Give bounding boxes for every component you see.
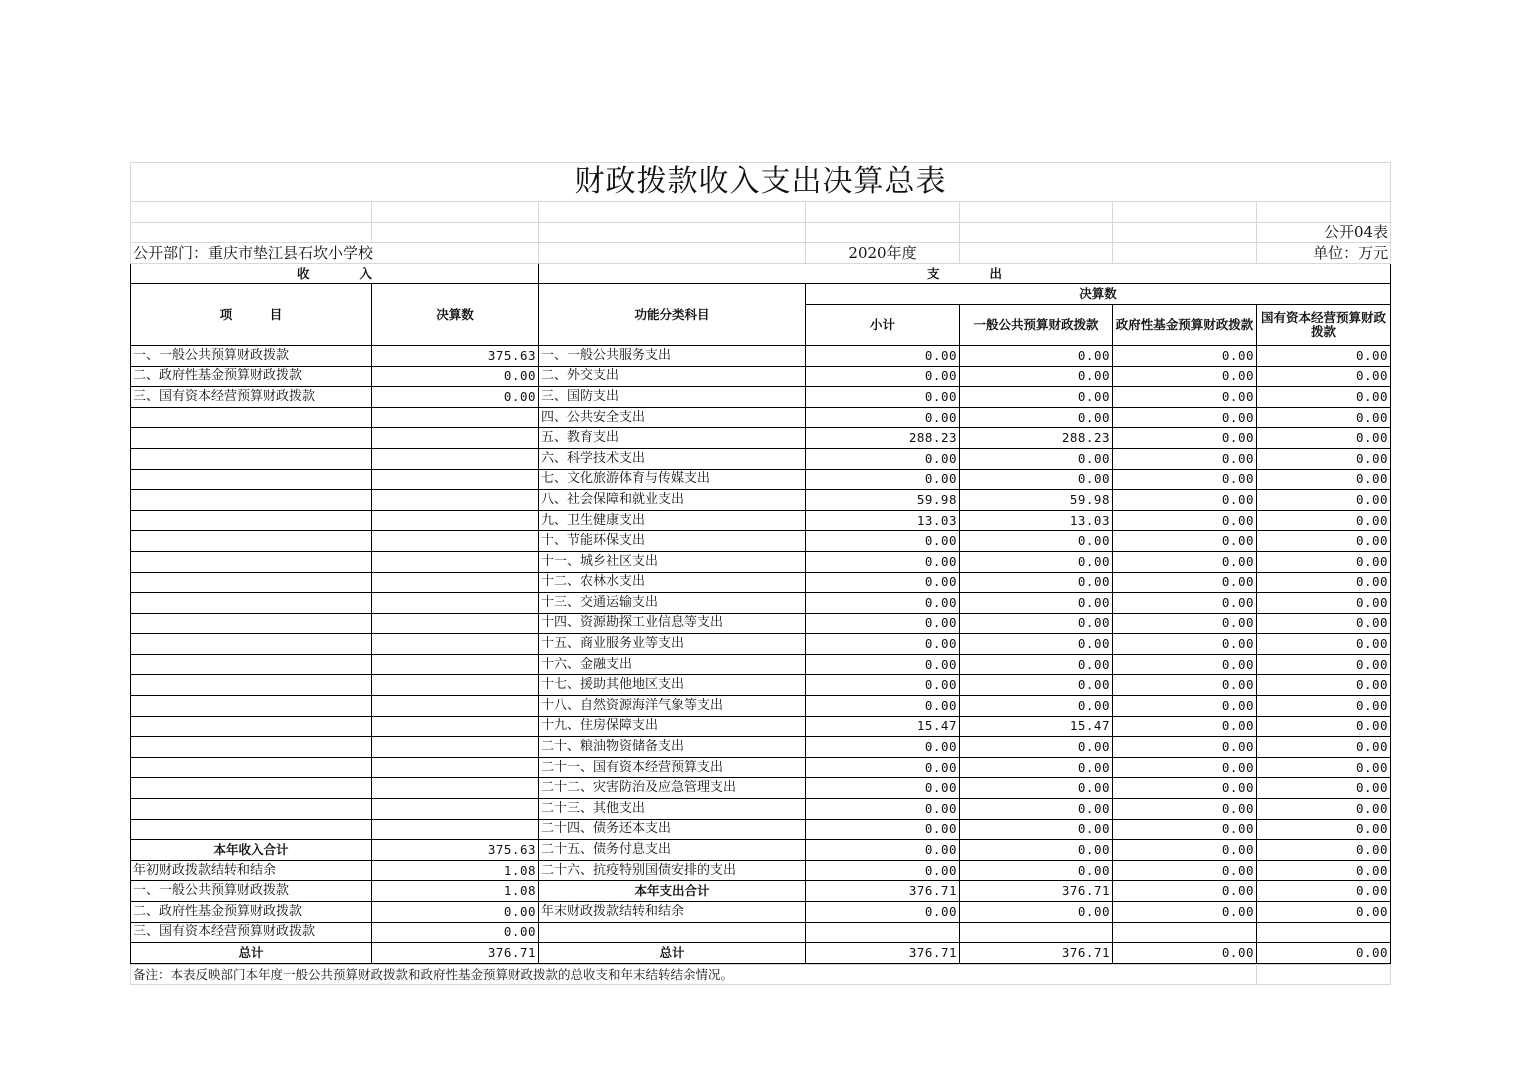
- general-budget-cell: 0.00: [960, 387, 1113, 408]
- expense-category-cell: 三、国防支出: [539, 387, 806, 408]
- table-row: [131, 757, 1391, 778]
- table-row: [131, 860, 1391, 881]
- subtotal-cell: 0.00: [806, 387, 960, 408]
- expense-category-cell: 一、一般公共服务支出: [539, 345, 806, 366]
- gov-fund-cell: 0.00: [1113, 757, 1257, 778]
- state-capital-cell: 0.00: [1257, 860, 1391, 881]
- income-item-cell: 一、一般公共预算财政拨款: [131, 345, 372, 366]
- subtotal-cell: 0.00: [806, 448, 960, 469]
- subtotal-cell: 0.00: [806, 531, 960, 552]
- general-budget-cell: 0.00: [960, 696, 1113, 717]
- gov-fund-cell: 0.00: [1113, 469, 1257, 490]
- income-amount-cell: 0.00: [372, 922, 539, 943]
- table-row: [131, 366, 1391, 387]
- general-budget-cell: 0.00: [960, 345, 1113, 366]
- table-row: [131, 716, 1391, 737]
- state-capital-cell: 0.00: [1257, 366, 1391, 387]
- general-budget-cell: 0.00: [960, 654, 1113, 675]
- income-amount-cell: [372, 654, 539, 675]
- subtotal-cell: 0.00: [806, 407, 960, 428]
- expense-category-cell: 十二、农林水支出: [539, 572, 806, 593]
- gov-fund-cell: 0.00: [1113, 634, 1257, 655]
- income-amount-cell: 375.63: [372, 345, 539, 366]
- income-amount-cell: 0.00: [372, 366, 539, 387]
- general-budget-cell: 0.00: [960, 366, 1113, 387]
- income-item-cell: [131, 572, 372, 593]
- expense-category-cell: 十、节能环保支出: [539, 531, 806, 552]
- state-capital-cell: 0.00: [1257, 551, 1391, 572]
- table-row: [131, 448, 1391, 469]
- gov-fund-cell: 0.00: [1113, 840, 1257, 861]
- state-capital-cell: 0.00: [1257, 469, 1391, 490]
- general-budget-cell: 0.00: [960, 593, 1113, 614]
- state-capital-cell: 0.00: [1257, 387, 1391, 408]
- gov-fund-cell: 0.00: [1113, 778, 1257, 799]
- income-item-cell: 一、一般公共预算财政拨款: [131, 881, 372, 902]
- gov-fund-cell: 0.00: [1113, 490, 1257, 511]
- state-capital-cell: 0.00: [1257, 902, 1391, 923]
- gov-fund-cell: 0.00: [1113, 654, 1257, 675]
- general-budget-cell: 0.00: [960, 407, 1113, 428]
- income-amount-cell: [372, 551, 539, 572]
- general-budget-cell: 376.71: [960, 943, 1113, 964]
- gov-fund-cell: 0.00: [1113, 799, 1257, 820]
- table-row: [131, 881, 1391, 902]
- income-amount-cell: [372, 778, 539, 799]
- income-item-cell: 年初财政拨款结转和结余: [131, 860, 372, 881]
- table-row: [131, 634, 1391, 655]
- gov-fund-cell: 0.00: [1113, 593, 1257, 614]
- subtotal-cell: 0.00: [806, 613, 960, 634]
- final-amount-header: 决算数: [806, 284, 1391, 305]
- income-amount-cell: 375.63: [372, 840, 539, 861]
- table-row: [131, 819, 1391, 840]
- expense-category-cell: 七、文化旅游体育与传媒支出: [539, 469, 806, 490]
- gov-fund-cell: 0.00: [1113, 551, 1257, 572]
- income-item-cell: [131, 654, 372, 675]
- gov-fund-cell: 0.00: [1113, 572, 1257, 593]
- expense-category-cell: 年末财政拨款结转和结余: [539, 902, 806, 923]
- gov-fund-cell: 0.00: [1113, 428, 1257, 449]
- general-budget-cell: 0.00: [960, 469, 1113, 490]
- spreadsheet: [130, 162, 1390, 985]
- subtotal-cell: 0.00: [806, 469, 960, 490]
- income-amount-cell: 1.08: [372, 860, 539, 881]
- general-budget-cell: 59.98: [960, 490, 1113, 511]
- table-row: [131, 469, 1391, 490]
- general-budget-column-header: 一般公共预算财政拨款: [960, 304, 1113, 345]
- table-row: [131, 531, 1391, 552]
- table-row: [131, 490, 1391, 511]
- expense-category-cell: 二十、粮油物资储备支出: [539, 737, 806, 758]
- general-budget-cell: 0.00: [960, 778, 1113, 799]
- general-budget-cell: 0.00: [960, 675, 1113, 696]
- gov-fund-cell: 0.00: [1113, 902, 1257, 923]
- state-capital-cell: 0.00: [1257, 531, 1391, 552]
- expense-category-cell: 十七、援助其他地区支出: [539, 675, 806, 696]
- expense-category-cell: 二十四、债务还本支出: [539, 819, 806, 840]
- subtotal-cell: 0.00: [806, 634, 960, 655]
- gov-fund-cell: 0.00: [1113, 531, 1257, 552]
- state-capital-cell: 0.00: [1257, 345, 1391, 366]
- income-item-cell: [131, 737, 372, 758]
- table-row: [131, 551, 1391, 572]
- table-row: [131, 922, 1391, 943]
- table-row: [131, 510, 1391, 531]
- income-item-cell: [131, 407, 372, 428]
- income-item-cell: [131, 510, 372, 531]
- subtotal-cell: 0.00: [806, 819, 960, 840]
- state-capital-cell: 0.00: [1257, 510, 1391, 531]
- income-amount-cell: [372, 757, 539, 778]
- expense-category-cell: 二十一、国有资本经营预算支出: [539, 757, 806, 778]
- table-row: [131, 428, 1391, 449]
- gov-fund-cell: [1113, 922, 1257, 943]
- state-capital-cell: 0.00: [1257, 572, 1391, 593]
- expense-category-cell: 十九、住房保障支出: [539, 716, 806, 737]
- expense-category-cell: 十八、自然资源海洋气象等支出: [539, 696, 806, 717]
- state-capital-cell: 0.00: [1257, 634, 1391, 655]
- table-row: [131, 593, 1391, 614]
- income-item-cell: [131, 757, 372, 778]
- income-amount-cell: [372, 593, 539, 614]
- income-item-cell: [131, 613, 372, 634]
- expense-header: 支 出: [539, 263, 1391, 284]
- income-item-cell: [131, 448, 372, 469]
- income-amount-cell: 376.71: [372, 943, 539, 964]
- general-budget-cell: 376.71: [960, 881, 1113, 902]
- expense-category-cell: 十三、交通运输支出: [539, 593, 806, 614]
- subtotal-cell: [806, 922, 960, 943]
- general-budget-cell: 0.00: [960, 613, 1113, 634]
- state-capital-cell: 0.00: [1257, 490, 1391, 511]
- income-item-cell: [131, 675, 372, 696]
- form-code: 公开04表: [1257, 222, 1391, 243]
- income-amount-cell: [372, 799, 539, 820]
- income-item-cell: [131, 819, 372, 840]
- income-amount-cell: [372, 675, 539, 696]
- income-amount-cell: [372, 428, 539, 449]
- expense-category-cell: 二十二、灾害防治及应急管理支出: [539, 778, 806, 799]
- expense-category-cell: 二十三、其他支出: [539, 799, 806, 820]
- income-item-cell: [131, 778, 372, 799]
- income-amount-cell: 1.08: [372, 881, 539, 902]
- subtotal-cell: 0.00: [806, 654, 960, 675]
- income-amount-cell: [372, 819, 539, 840]
- general-budget-cell: 0.00: [960, 634, 1113, 655]
- state-capital-cell: 0.00: [1257, 716, 1391, 737]
- item-column-header: 项 目: [131, 284, 372, 346]
- income-item-cell: [131, 531, 372, 552]
- state-capital-cell: 0.00: [1257, 943, 1391, 964]
- income-amount-cell: [372, 531, 539, 552]
- subtotal-column-header: 小计: [806, 304, 960, 345]
- income-amount-cell: [372, 737, 539, 758]
- income-item-cell: [131, 593, 372, 614]
- subtotal-cell: 0.00: [806, 902, 960, 923]
- subtotal-cell: 0.00: [806, 696, 960, 717]
- gov-fund-cell: 0.00: [1113, 860, 1257, 881]
- subtotal-cell: 0.00: [806, 345, 960, 366]
- state-capital-cell: 0.00: [1257, 778, 1391, 799]
- state-capital-cell: 0.00: [1257, 428, 1391, 449]
- income-item-cell: [131, 716, 372, 737]
- gov-fund-cell: 0.00: [1113, 387, 1257, 408]
- subtotal-cell: 376.71: [806, 881, 960, 902]
- income-amount-cell: [372, 490, 539, 511]
- subtotal-cell: 0.00: [806, 366, 960, 387]
- general-budget-cell: 0.00: [960, 902, 1113, 923]
- income-item-cell: [131, 469, 372, 490]
- general-budget-cell: 0.00: [960, 799, 1113, 820]
- expense-category-cell: 总计: [539, 943, 806, 964]
- subtotal-cell: 376.71: [806, 943, 960, 964]
- table-row: [131, 943, 1391, 964]
- table-row: [131, 778, 1391, 799]
- income-amount-cell: [372, 696, 539, 717]
- income-item-cell: 二、政府性基金预算财政拨款: [131, 902, 372, 923]
- subtotal-cell: 59.98: [806, 490, 960, 511]
- table-row: [131, 737, 1391, 758]
- income-item-cell: [131, 490, 372, 511]
- state-capital-cell: 0.00: [1257, 737, 1391, 758]
- subtotal-cell: 0.00: [806, 593, 960, 614]
- subtotal-cell: 0.00: [806, 551, 960, 572]
- state-capital-cell: 0.00: [1257, 613, 1391, 634]
- expense-category-cell: 六、科学技术支出: [539, 448, 806, 469]
- table-row: [131, 345, 1391, 366]
- subtotal-cell: 0.00: [806, 675, 960, 696]
- gov-fund-cell: 0.00: [1113, 613, 1257, 634]
- page-title: 财政拨款收入支出决算总表: [131, 163, 1391, 202]
- table-row: [131, 799, 1391, 820]
- income-amount-cell: [372, 572, 539, 593]
- table-row: [131, 613, 1391, 634]
- subtotal-cell: 0.00: [806, 757, 960, 778]
- footnote: 备注：本表反映部门本年度一般公共预算财政拨款和政府性基金预算财政拨款的总收支和年末结转结余情况。: [131, 964, 1257, 985]
- income-amount-cell: 0.00: [372, 387, 539, 408]
- category-column-header: 功能分类科目: [539, 284, 806, 346]
- gov-fund-cell: 0.00: [1113, 675, 1257, 696]
- income-item-cell: [131, 551, 372, 572]
- table-row: [131, 572, 1391, 593]
- gov-fund-cell: 0.00: [1113, 943, 1257, 964]
- expense-category-cell: 本年支出合计: [539, 881, 806, 902]
- income-amount-cell: [372, 469, 539, 490]
- gov-fund-cell: 0.00: [1113, 716, 1257, 737]
- state-capital-cell: 0.00: [1257, 593, 1391, 614]
- state-capital-cell: 0.00: [1257, 407, 1391, 428]
- fiscal-year: 2020年度: [806, 243, 960, 264]
- gov-fund-column-header: 政府性基金预算财政拨款: [1113, 304, 1257, 345]
- income-item-cell: 本年收入合计: [131, 840, 372, 861]
- subtotal-cell: 0.00: [806, 799, 960, 820]
- gov-fund-cell: 0.00: [1113, 819, 1257, 840]
- general-budget-cell: 13.03: [960, 510, 1113, 531]
- expense-category-cell: [539, 922, 806, 943]
- general-budget-cell: 0.00: [960, 737, 1113, 758]
- income-item-cell: [131, 634, 372, 655]
- gov-fund-cell: 0.00: [1113, 510, 1257, 531]
- state-capital-cell: 0.00: [1257, 675, 1391, 696]
- expense-category-cell: 九、卫生健康支出: [539, 510, 806, 531]
- table-row: [131, 407, 1391, 428]
- unit-label: 单位：万元: [1257, 243, 1391, 264]
- general-budget-cell: 0.00: [960, 448, 1113, 469]
- general-budget-cell: 0.00: [960, 531, 1113, 552]
- state-capital-cell: 0.00: [1257, 881, 1391, 902]
- income-item-cell: [131, 799, 372, 820]
- expense-category-cell: 八、社会保障和就业支出: [539, 490, 806, 511]
- gov-fund-cell: 0.00: [1113, 696, 1257, 717]
- subtotal-cell: 288.23: [806, 428, 960, 449]
- amount-column-header: 决算数: [372, 284, 539, 346]
- general-budget-cell: 0.00: [960, 819, 1113, 840]
- income-header: 收 入: [131, 263, 539, 284]
- table-row: [131, 654, 1391, 675]
- table-row: [131, 840, 1391, 861]
- general-budget-cell: 15.47: [960, 716, 1113, 737]
- general-budget-cell: [960, 922, 1113, 943]
- income-amount-cell: [372, 613, 539, 634]
- income-item-cell: [131, 696, 372, 717]
- general-budget-cell: 0.00: [960, 840, 1113, 861]
- subtotal-cell: 0.00: [806, 778, 960, 799]
- income-item-cell: 三、国有资本经营预算财政拨款: [131, 922, 372, 943]
- general-budget-cell: 0.00: [960, 860, 1113, 881]
- general-budget-cell: 0.00: [960, 757, 1113, 778]
- income-item-cell: [131, 428, 372, 449]
- income-amount-cell: [372, 448, 539, 469]
- income-amount-cell: [372, 716, 539, 737]
- subtotal-cell: 0.00: [806, 860, 960, 881]
- expense-category-cell: 十一、城乡社区支出: [539, 551, 806, 572]
- subtotal-cell: 0.00: [806, 840, 960, 861]
- expense-category-cell: 二十六、抗疫特别国债安排的支出: [539, 860, 806, 881]
- gov-fund-cell: 0.00: [1113, 345, 1257, 366]
- table-row: [131, 675, 1391, 696]
- expense-category-cell: 五、教育支出: [539, 428, 806, 449]
- income-amount-cell: [372, 407, 539, 428]
- state-capital-cell: 0.00: [1257, 819, 1391, 840]
- income-item-cell: 二、政府性基金预算财政拨款: [131, 366, 372, 387]
- expense-category-cell: 二、外交支出: [539, 366, 806, 387]
- state-capital-cell: 0.00: [1257, 840, 1391, 861]
- state-capital-cell: 0.00: [1257, 448, 1391, 469]
- subtotal-cell: 0.00: [806, 737, 960, 758]
- table-row: [131, 902, 1391, 923]
- department-label: 公开部门：重庆市垫江县石坎小学校: [131, 243, 539, 264]
- expense-category-cell: 十五、商业服务业等支出: [539, 634, 806, 655]
- general-budget-cell: 0.00: [960, 572, 1113, 593]
- gov-fund-cell: 0.00: [1113, 407, 1257, 428]
- state-capital-cell: 0.00: [1257, 757, 1391, 778]
- subtotal-cell: 15.47: [806, 716, 960, 737]
- income-amount-cell: [372, 634, 539, 655]
- gov-fund-cell: 0.00: [1113, 737, 1257, 758]
- table-row: [131, 696, 1391, 717]
- general-budget-cell: 288.23: [960, 428, 1113, 449]
- state-capital-cell: 0.00: [1257, 696, 1391, 717]
- expense-category-cell: 四、公共安全支出: [539, 407, 806, 428]
- gov-fund-cell: 0.00: [1113, 881, 1257, 902]
- gov-fund-cell: 0.00: [1113, 448, 1257, 469]
- state-capital-cell: [1257, 922, 1391, 943]
- expense-category-cell: 十六、金融支出: [539, 654, 806, 675]
- general-budget-cell: 0.00: [960, 551, 1113, 572]
- table-row: [131, 387, 1391, 408]
- note-table: [130, 964, 1391, 986]
- state-capital-cell: 0.00: [1257, 654, 1391, 675]
- income-item-cell: 三、国有资本经营预算财政拨款: [131, 387, 372, 408]
- expense-category-cell: 二十五、债务付息支出: [539, 840, 806, 861]
- income-amount-cell: [372, 510, 539, 531]
- gov-fund-cell: 0.00: [1113, 366, 1257, 387]
- budget-table: [130, 162, 1391, 964]
- state-capital-column-header: 国有资本经营预算财政拨款: [1257, 304, 1391, 345]
- income-amount-cell: 0.00: [372, 902, 539, 923]
- subtotal-cell: 13.03: [806, 510, 960, 531]
- expense-category-cell: 十四、资源勘探工业信息等支出: [539, 613, 806, 634]
- income-item-cell: 总计: [131, 943, 372, 964]
- state-capital-cell: 0.00: [1257, 799, 1391, 820]
- subtotal-cell: 0.00: [806, 572, 960, 593]
